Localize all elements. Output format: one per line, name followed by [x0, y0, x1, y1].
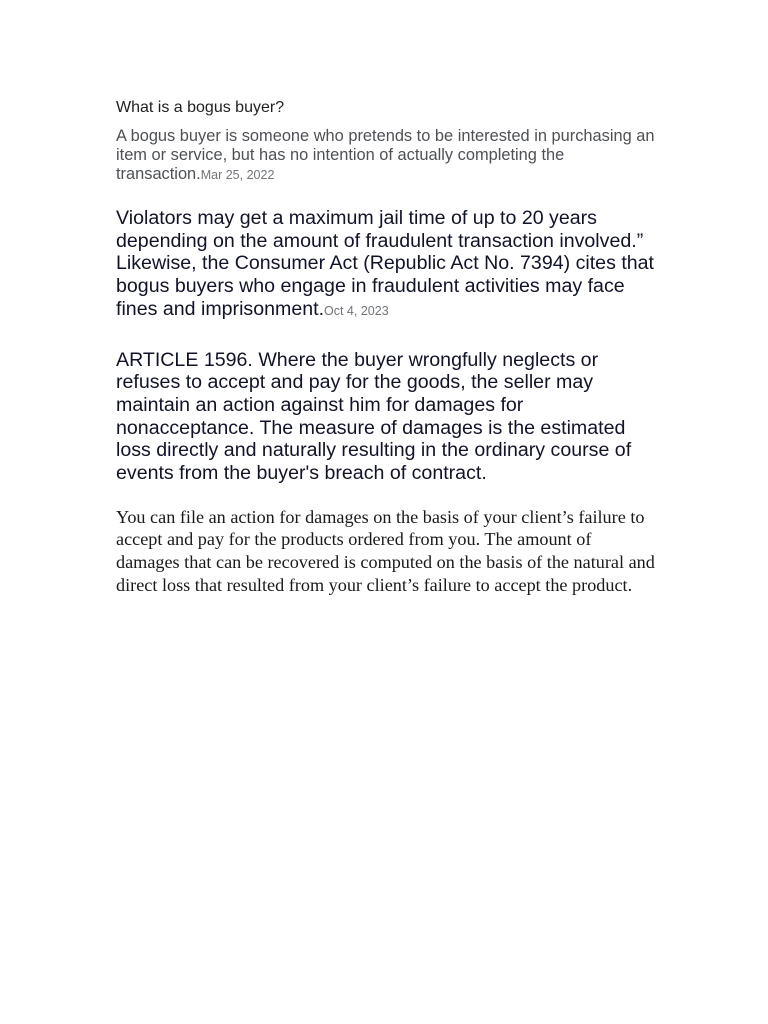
remedy-paragraph: You can file an action for damages on the basis of your client’s failure to accept and pay for the products ordered from you. The amount of damages that can be recovered is computed on the basis of the natural and direct loss that resulted from your client’s failure to accept the product. — [116, 506, 655, 595]
answer-text: A bogus buyer is someone who pretends to be interested in purchasing an item or service, but has no intention of actually completing the transaction. — [116, 127, 655, 183]
answer-date: Mar 25, 2022 — [200, 168, 275, 182]
penalty-date: Oct 4, 2023 — [324, 303, 389, 318]
answer-paragraph — [116, 127, 656, 185]
question-heading: What is a bogus buyer? — [116, 99, 285, 116]
penalty-text: Violators may get a maximum jail time of up to 20 years depending on the amount of fraudulent transaction involved.” Likewise, the Consumer Act (Republic Act No. 7394) cites that bogus buyers who engage in fraudulent activities may face fines and imprisonment. — [116, 207, 654, 320]
penalty-paragraph — [116, 207, 656, 323]
document-content — [116, 97, 656, 597]
article-paragraph: ARTICLE 1596. Where the buyer wrongfully neglects or refuses to accept and pay for the goods, the seller may maintain an action against him for damages for nonacceptance. The measure of damages is the estimated loss directly and naturally resulting in the ordinary course of events from the buyer's breach of contract. — [116, 348, 632, 485]
